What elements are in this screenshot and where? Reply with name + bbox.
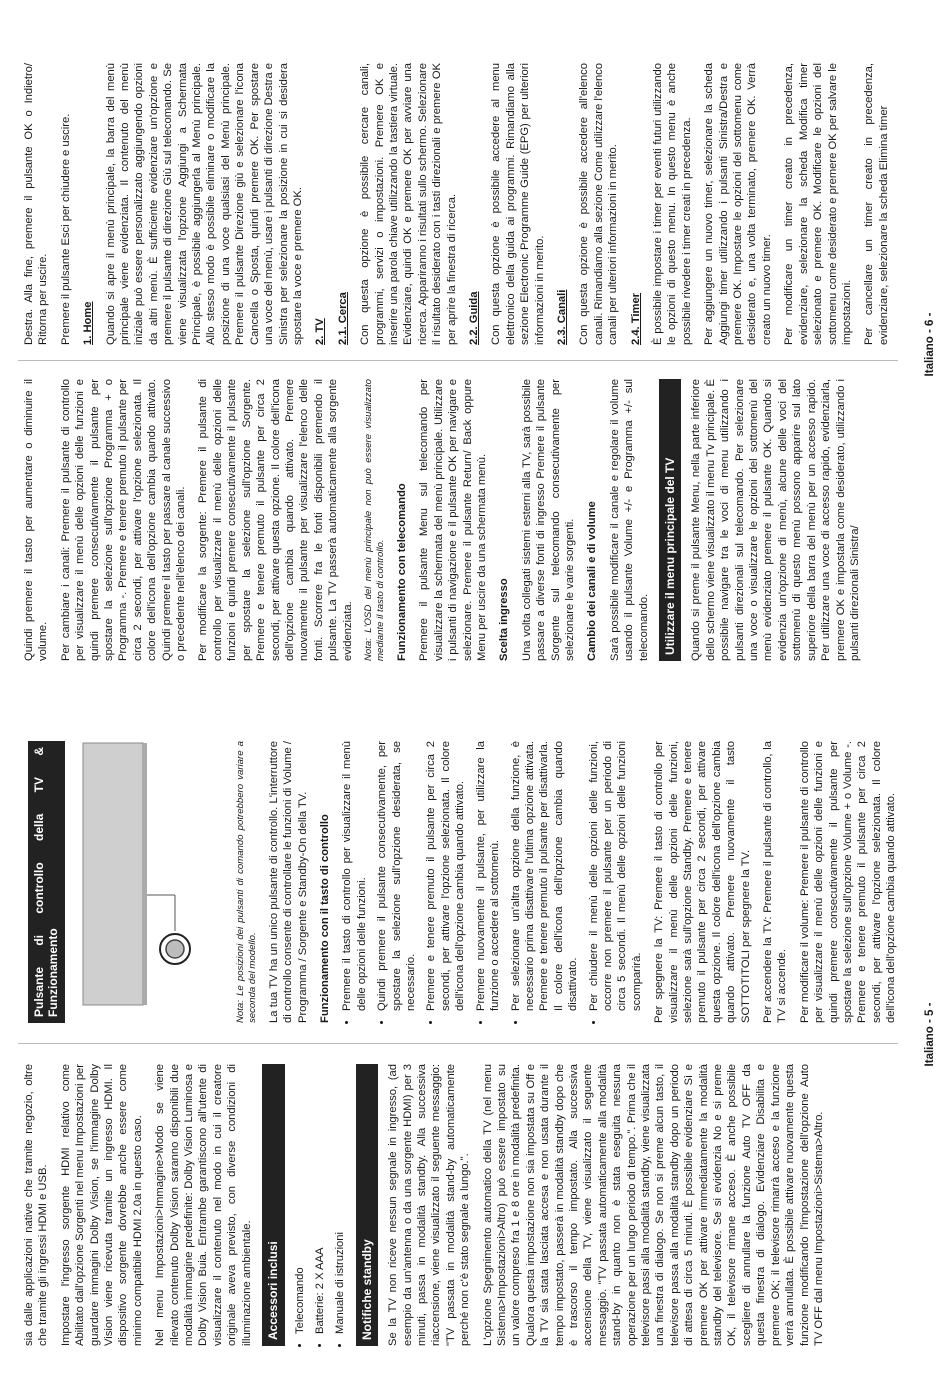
paragraph: Una volta collegati sistemi esterni alla TV, sarà possibile passare a diverse fonti di ingresso Premere il pulsante Sorgente sul telecomando consecutivamente per selezionare le varie sorgenti. (520, 379, 576, 661)
column-divider (18, 1043, 898, 1044)
paragraph: Premere il pulsante Menu sul telecomando per visualizzare la schermata del menù principale. Utilizzare i pulsanti di navigazione e il pulsante OK per navigare e selezionare. Premere il pulsante Return/ Back oppure Menu per uscire da una schermata menù. (418, 379, 488, 661)
section-header-accessori: Accessori inclusi (262, 1064, 284, 1346)
page6-column-left (22, 379, 870, 661)
section-header-pulsante: Pulsante di controllo della TV & Funzionamento (28, 741, 65, 1023)
list-item: • Premere il tasto di controllo per visualizzare il menù delle opzioni delle funzioni. (340, 741, 369, 1011)
list-item: • Premere nuovamente il pulsante, per utilizzare la funzione o accedere al sottomenù. (474, 741, 503, 1011)
paragraph: Destra. Alla fine, premere il pulsante OK o Indietro/ Ritorna per uscire. (23, 63, 50, 345)
paragraph: Per cambiare i canali: Premere il pulsante di controllo per visualizzare il menù delle opzioni delle funzioni e quindi premere consecutivamente il pulsante per spostare la selezione sull'opzione Programma + o Programma -. Premere e tenere premuto il pulsante per circa 2 secondi, per attivare l'opzione selezionata. Il colore dell'icona dell'opzione cambia quando attivato. Quindi premere il tasto per passare al canale successivo o precedente nell'elenco dei canali. (59, 379, 188, 661)
subheading-home: 1. Home (82, 301, 95, 345)
page-5 (0, 690, 950, 1379)
subheading-guida: 2.2. Guida (467, 291, 480, 345)
section-header-menu-principale: Utilizzare il menu principale del TV (659, 379, 681, 661)
list-item: • Per selezionare un'altra opzione della funzione, è necessario prima disattivare l'ultima opzione attivata. Premere e tenere premuto il pulsante per disattivarla. Il colore dell'icona dell'opzione cambia quando disattivato. (509, 741, 581, 1011)
subheading-canali: 2.3. Canali (556, 289, 568, 345)
paragraph: Per accendere la TV: Premere il pulsante di controllo, la TV si accende. (762, 741, 789, 1023)
paragraph: L'opzione Spegnimento automatico della TV (nel menu Sistema>Impostazioni>Altro) può essere impostato su un valore compreso fra 1 e 8 ore in modalità predefinita. Qualora questa impostazione non sia impostata su Off e la TV sia stata lasciata accesa e non usata durante il tempo impostato, passerà in modalità standby dopo che è trascorso il tempo impostato. Alla successiva accensione della TV, viene visualizzato il seguente messaggio. "TV passata automaticamente alla modalità stand-by in quanto non è stata eseguita nessuna operazione per un lungo periodo di tempo.". Prima che il televisore passi alla modalità standby, viene visualizzata una finestra di dialogo. Se non si preme alcun tasto, il televisore passa alla modalità standby dopo un periodo di attesa di circa 5 minuti. È possibile evidenziare Sì e premere OK per attivare immediatamente la modalità standby del televisore. Se si evidenzia No e si preme OK, il televisore rimane acceso. È anche possibile scegliere di annullare la funzione Auto TV OFF da questa finestra di dialogo. Evidenziare Disabilita e premere OK; il televisore rimarrà acceso e la funzione verrà annullata. È possibile attivare nuovamente questa funzione modificando l'impostazione dell'opzione Auto TV OFF dal menu Impostazioni>Sistema>Altro. (481, 1064, 825, 1346)
paragraph: È possibile impostare i timer per eventi futuri utilizzando le opzioni di questo menu. In questo menu è anche possibile rivedere i timer creati in precedenza. (652, 63, 693, 345)
paragraph: Con questa opzione è possibile accedere all'elenco canali. Rimandiamo alla sezione Come utilizzare l'elenco canali per ulteriori informazioni in merito. (578, 63, 620, 345)
note-button-position: Nota: Le posizioni dei pulsanti di comando potrebbero variare a seconda del modello. (234, 741, 258, 1023)
paragraph: Nel menu Impostazioni>Immagine>Modo se viene rilevato contenuto Dolby Vision saranno disponibili due modalità immagine predefinite: Dolby Vision Luminosa e Dolby Vision Buia. Entrambe garantiscono all'utente di visualizzare il contenuto nel modo in cui il creatore originale aveva previsto, con diverse condizioni di illuminazione ambientale. (154, 1064, 253, 1346)
paragraph: Con questa opzione è possibile accedere al menu elettronico della guida ai programmi. Rimandiamo alla sezione Electronic Programme Guide (EPG) per ulteriori informazioni in merito. (490, 63, 546, 345)
control-button-steps (340, 741, 644, 1023)
paragraph: Quindi premere il tasto per aumentare o diminuire il volume. (23, 379, 50, 661)
page5-column-left (22, 1064, 834, 1346)
subheading-funzionamento: Funzionamento con il tasto di controllo (319, 814, 332, 1023)
page6-column-right (22, 63, 899, 345)
paragraph: Quando si preme il pulsante Menu, nella parte inferiore dello schermo viene visualizzato il menu Tv principale. È possibile navigare tra le voci di menu utilizzando i pulsanti direzionali sul telecomando. Per selezionare una voce o visualizzare le opzioni del sottomenù del menù evidenziato premere il pulsante OK. Quando si evidenzia un'opzione di menù, alcune delle voci del sottomenù di questo menù possono apparire sul lato superiore della barra del menù per un accesso rapido. Per utilizzare una voce di accesso rapido, evidenziarla, premere OK e impostarla come desiderato, utilizzando i pulsanti direzionali Sinistra/ (690, 379, 861, 661)
subheading-scelta-ingresso: Scelta ingresso (498, 578, 511, 661)
column-divider (18, 360, 898, 361)
page5-column-right (22, 741, 907, 1023)
subheading-cerca: 2.1. Cerca (336, 292, 349, 345)
tv-control-button-illustration (73, 741, 221, 1023)
page-footer: Italiano - 5 - (924, 1002, 936, 1067)
list-item: • Premere e tenere premuto il pulsante per circa 2 secondi, per attivare l'opzione selezionata. Il colore dell'icona dell'opzione cambia quando attivato. (424, 741, 467, 1011)
list-item: • Batterie: 2 X AAA (313, 1064, 327, 1334)
paragraph: Per spegnere la TV: Premere il tasto di controllo per visualizzare il menù delle opzioni delle funzioni, selezione sarà sull'opzione Standby. Premere e tenere premuto il pulsante per circa 2 secondi, per attivare questa opzione. Il colore dell'icona dell'opzione cambia quando attivato. Premere nuovamente il tasto SOTTOTITOLI per spegnere la TV. (653, 741, 752, 1023)
page-footer: Italiano - 6 - (924, 312, 936, 377)
paragraph: Impostare l'ingresso sorgente HDMI relativo come Abilitato dall'opzione Sorgenti nel menu Impostazioni per guardare immagini Dolby Vision, se l'immagine Dolby Vision viene ricevuta tramite un ingresso HDMI. Il dispositivo sorgente dovrebbe anche essere come minimo compatibile HDMI 2.0a in questo caso. (59, 1064, 144, 1346)
paragraph: Per modificare la sorgente: Premere il pulsante di controllo per visualizzare il menù delle opzioni delle funzioni e quindi premere consecutivamente il pulsante per spostare la selezione sull'opzione Sorgente. Premere e tenere premuto il pulsante per circa 2 secondi, per attivare questa opzione. Il colore dell'icona dell'opzione cambia quando attivato. Premere nuovamente il pulsante per visualizzare l'elenco delle fonti. Scorrere fra le fonti disponibili premendo il pulsante. La TV passerà automaticamente alla sorgente evidenziata. (197, 379, 354, 661)
note-osd: Nota: L'OSD del menù principale non può essere visualizzato mediante il tasto di controllo. (362, 379, 386, 661)
paragraph: Se la TV non riceve nessun segnale in ingresso, (ad esempio da un'antenna o da una sorgente HDMI) per 3 minuti, passa in modalità standby. Alla successiva riaccensione, viene visualizzato il seguente messaggio: "TV passata in modalità stand-by automaticamente perché non c'è stato segnale a lungo.". (387, 1064, 472, 1346)
paragraph: Sarà possibile modificare il canale e regolare il volume usando il pulsante Volume +/- e Programma +/- sul telecomando. (608, 379, 650, 661)
paragraph: Per cancellare un timer creato in precedenza, evidenziare, selezionare la scheda Elimina timer (863, 63, 890, 345)
paragraph: Per modificare un timer creato in precedenza, evidenziare, selezionare la scheda Modifica timer selezionato e premere OK. Modificare le opzioni del sottomenu come desiderato e premere OK per salvare le impostazioni. (783, 63, 853, 345)
tv-back-illustration (73, 741, 221, 1023)
paragraph: Quando si apre il menù principale, la barra del menù principale viene evidenziata. Il contenuto del menù iniziale può essere personalizzato aggiungendo opzioni da altri menù. È sufficiente evidenziare un'opzione e premere il pulsante di direzione Giù sul telecomando. Se viene visualizzata l'opzione Aggiungi a Schermata Principale, è possibile aggiungerla al Menù principale. Allo stesso modo è possibile eliminare o modificare la posizione di una voce qualsiasi del Menù principale. Premere il pulsante Direzione giù e selezionare l'icona Cancella o Sposta, quindi premere OK. Per spostare una voce del menù, usare i pulsanti di direzione Destra e Sinistra per selezionare la posizione in cui si desidera spostare la voce e premere OK. (104, 63, 304, 345)
subheading-timer: 2.4. Timer (629, 292, 642, 345)
list-item: • Telecomando (293, 1064, 307, 1334)
paragraph: sia dalle applicazioni native che tramite negozio, oltre che tramite gli ingressi HDMI e USB. (23, 1064, 50, 1346)
accessori-list (293, 1064, 348, 1346)
paragraph: Per modificare il volume: Premere il pulsante di controllo per visualizzare il menù delle opzioni delle funzioni e quindi premere consecutivamente il pulsante per spostare la selezione sull'opzione Volume + o Volume -. Premere e tenere premuto il pulsante per circa 2 secondi, per attivare l'opzione selezionata. Il colore dell'icona dell'opzione cambia quando attivato. (798, 741, 898, 1023)
list-item: • Quindi premere il pulsante consecutivamente, per spostare la selezione sull'opzione desiderata, se necessario. (375, 741, 418, 1011)
list-item: • Per chiudere il menù delle opzioni delle funzioni, occorre non premere il pulsante per un periodo di circa 5 secondi. Il menù delle opzioni delle funzioni scomparirà. (587, 741, 645, 1011)
paragraph: Per aggiungere un nuovo timer, selezionare la scheda Aggiungi timer utilizzando i pulsanti Sinistra/Destra e premere OK. Impostare le opzioni del sottomenu come desiderato e, una volta terminato, premere OK. Verrà creato un nuovo timer. (703, 63, 773, 345)
paragraph: La tua TV ha un unico pulsante di controllo. L'interruttore di controllo consente di controllare le funzioni di Volume / Programma / Sorgente e Standby-On della TV. (267, 741, 309, 1023)
list-item: • Manuale di istruzioni (333, 1064, 347, 1334)
subheading-telecomando: Funzionamento con telecomando (395, 483, 408, 661)
page-6 (0, 0, 950, 689)
paragraph: Premere il pulsante Esci per chiudere e uscire. (59, 113, 72, 345)
subheading-cambio-canali: Cambio dei canali e di volume (586, 501, 599, 661)
paragraph: Con questa opzione è possibile cercare canali, programmi, servizi o impostazioni. Premere OK e inserire una parola chiave utilizzando la tastiera virtuale. Evidenziare, quindi OK e premere OK per avviare una ricerca. Appariranno i risultati sullo schermo. Selezionare il risultato desiderato con i tasti direzionali e premere OK per aprire la finestra di ricerca. (359, 63, 458, 345)
subheading-tv: 2. TV (314, 318, 327, 345)
section-header-standby: Notifiche standby (356, 1064, 378, 1346)
